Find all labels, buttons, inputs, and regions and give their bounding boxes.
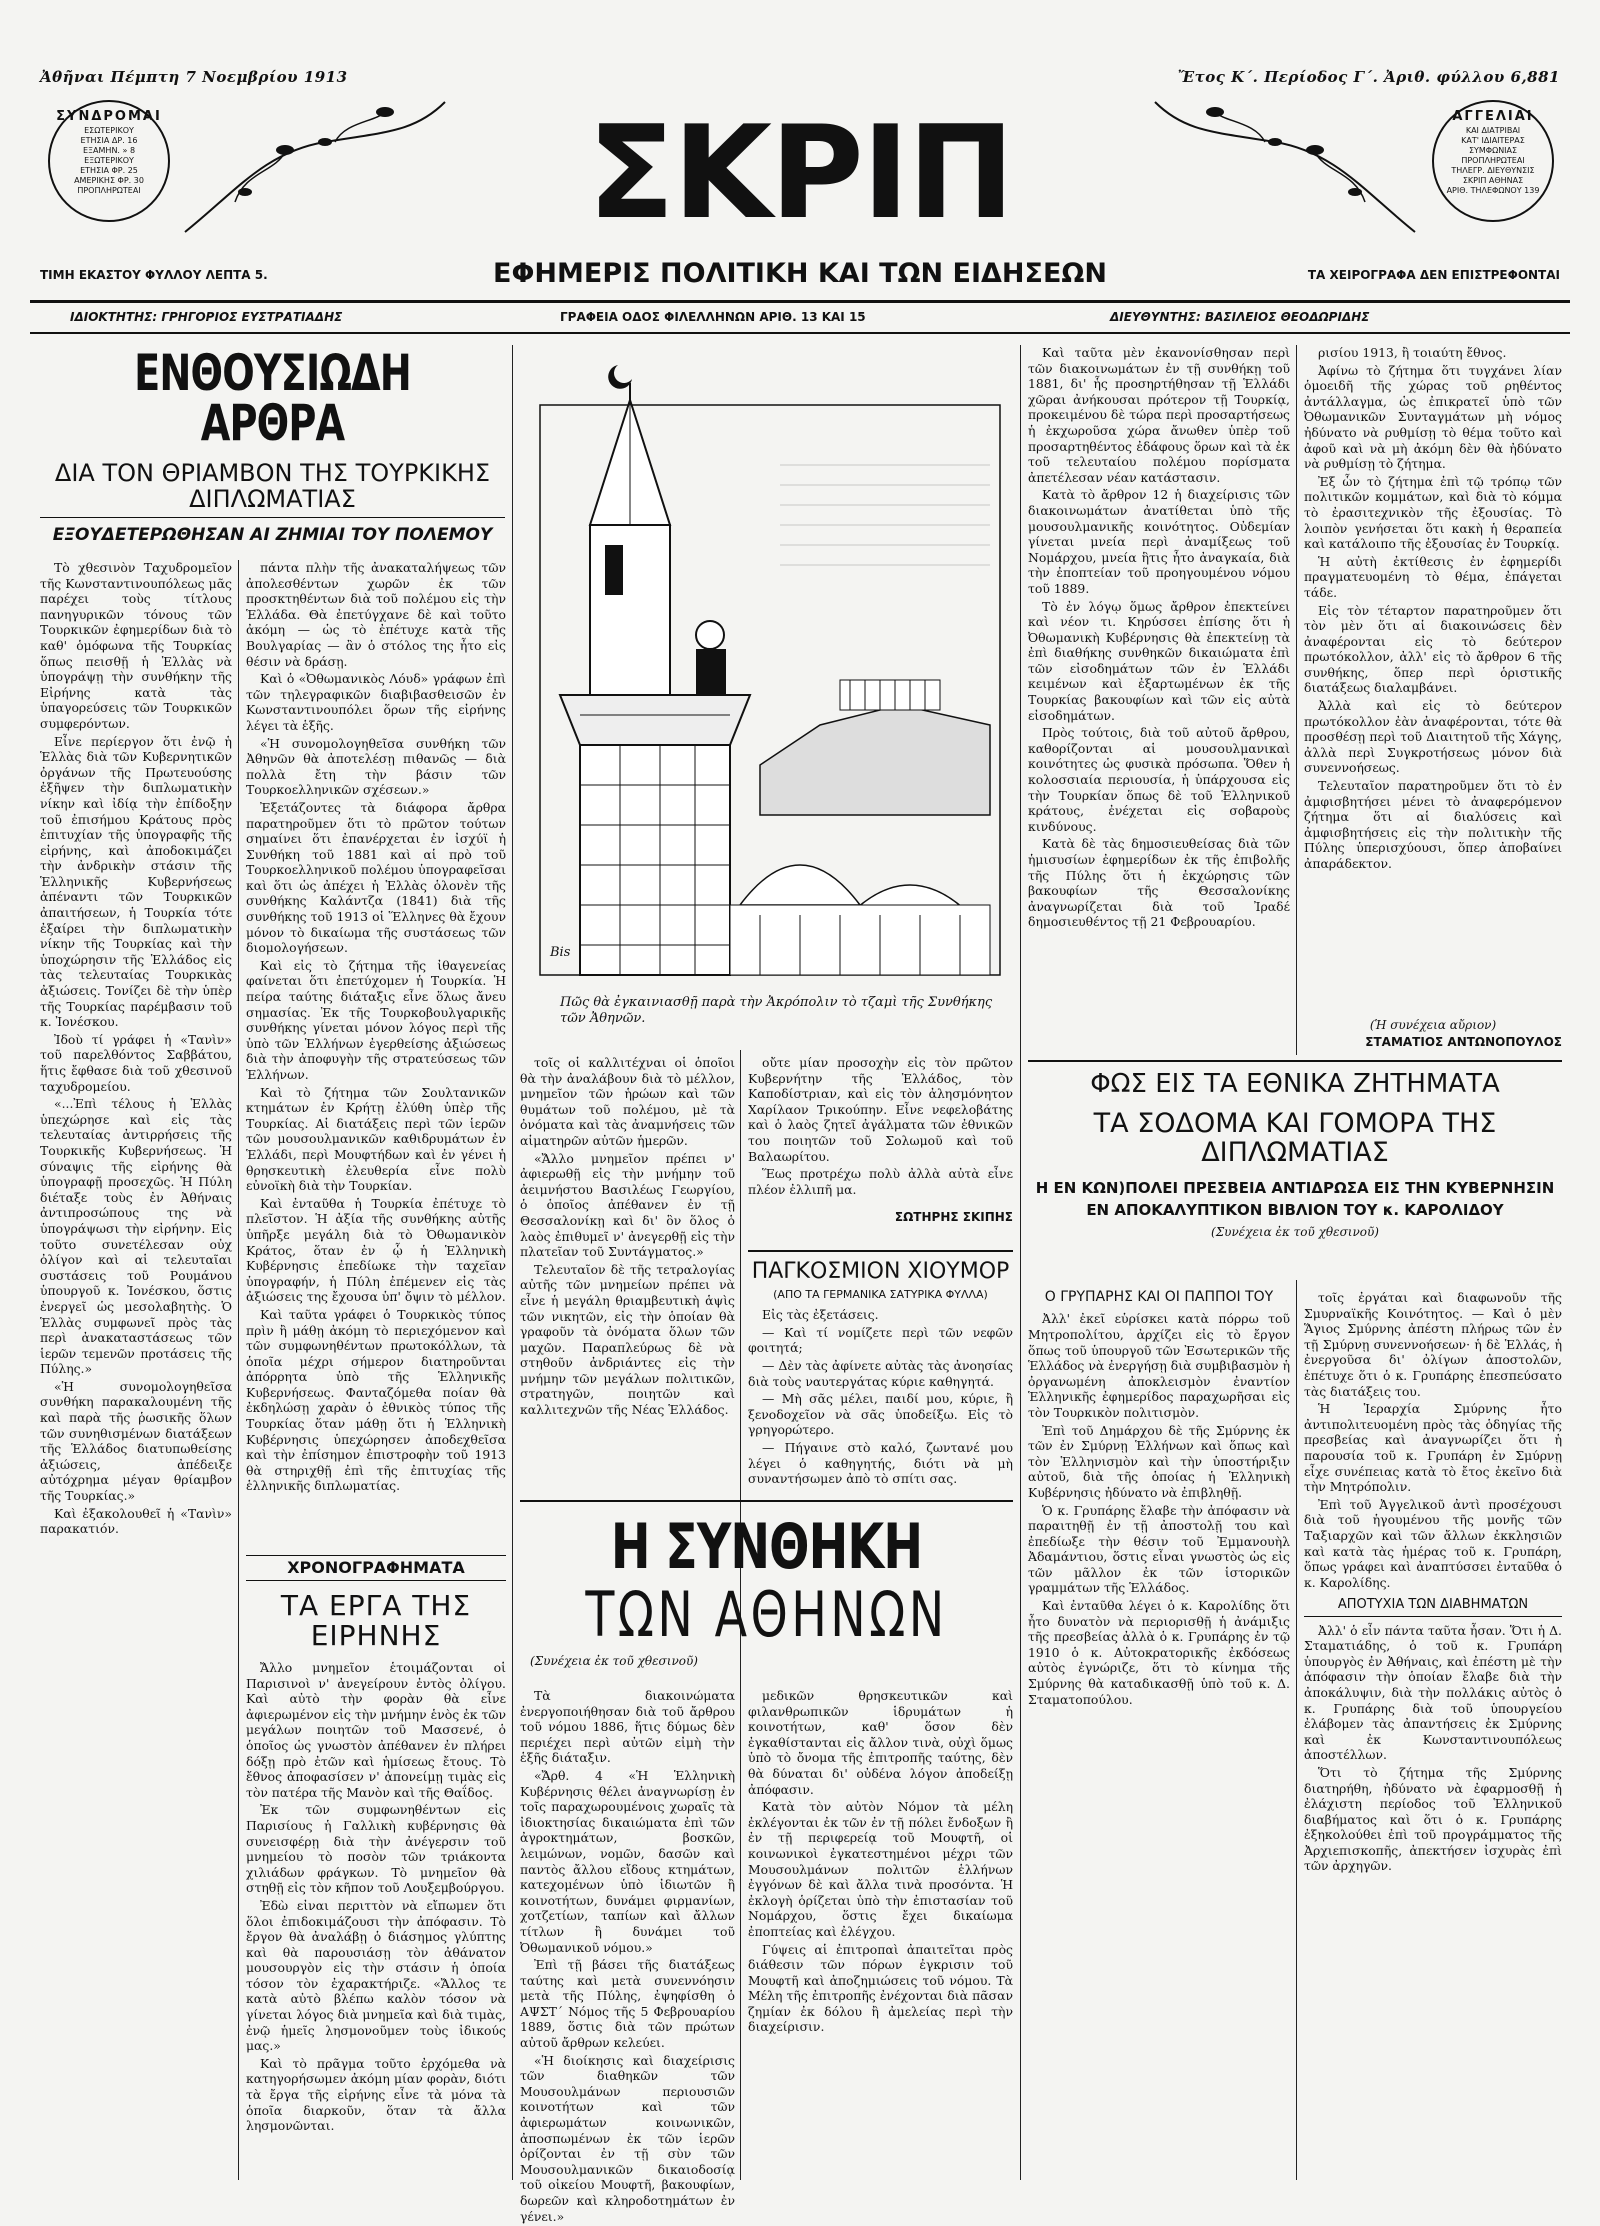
treaty-column bbox=[520, 1688, 735, 2226]
column-rule bbox=[1296, 1280, 1297, 2180]
monument-column-continued bbox=[748, 1055, 1013, 1199]
seal-line: ΤΗΛΕΓΡ. ΔΙΕΥΘΥΝΣΙΣ bbox=[1451, 166, 1535, 175]
paragraph: μεδικῶν θρησκευτικῶν καὶ φιλανθρωπικῶν ἱδρυμάτων ἡ κοινοτήτων, καθ' ὅσον δὲν ἐγκαθίστανται εἰς ἄλλον τινὰ, οὐχὶ ὅμως ὑπὸ τὸ ὄνομα τῆς ἐπιτροπῆς ταύτης, δὲν θὰ δύναται δι' οὐδένα λόγον ἀποδείξῃ ἀπόφασιν. bbox=[748, 1688, 1013, 1797]
section-headline: ΦΩΣ ΕΙΣ ΤΑ ΕΘΝΙΚΑ ΖΗΤΗΜΑΤΑ bbox=[1090, 1069, 1500, 1099]
paragraph: Τὰ διακοινώματα ἐνεργοποιήθησαν διὰ τοῦ ἄρθρου τοῦ νόμου 1886, ἥτις δύμως δὲν περιέχει περὶ αὐτῶν εἰμὴ τὴν ἑξῆς διάταξιν. bbox=[520, 1688, 735, 1766]
seal-line: ΣΚΡΙΠ ΑΘΗΝΑΣ bbox=[1462, 176, 1524, 185]
masthead-title: ΣΚΡΙΠ bbox=[587, 99, 1013, 248]
director-line: ΔΙΕΥΘΥΝΤΗΣ: ΒΑΣΙΛΕΙΟΣ ΘΕΟΔΩΡΙΔΗΣ bbox=[1110, 310, 1370, 324]
paragraph: Ἐξετάζοντες τὰ διάφορα ἄρθρα παρατηροῦμεν ὅτι τὸ πρῶτον τούτων σημαίνει ὅτι ἐπανέρχεται ἐν ἰσχύϊ ἡ Συνθήκη τοῦ 1881 καὶ αἱ πρὸ τοῦ Τουρκοελληνικοῦ πολέμου ὑπογραφεῖσαι καὶ ὅτι ὡς ἀπέχει ἡ Ἑλλὰς ὁλονὲν τῆς συνθήκης Καλάντζα (1841) διὰ τῆς συνθήκης τοῦ 1913 οἱ Ἕλληνες θὰ ἔχουν μόνον τὸ δικαίωμα τῆς συστάσεως τῶν διομολογήσεων. bbox=[246, 799, 506, 956]
treaty-analysis-column bbox=[1304, 345, 1562, 874]
paragraph: τοῖς οἱ καλλιτέχναι οἱ ὁποῖοι θὰ τὴν ἀναλάβουν διὰ τὸ μέλλον, μνημεῖον τῶν ἡρώων καὶ τῶν θυμάτων τοῦ πολέμου, μὲ τὰ ὀνόματα καὶ τὰς ἀναμνήσεις τῶν αἱματηρῶν αὐτῶν ἡμερῶν. bbox=[520, 1055, 735, 1148]
paragraph: Καὶ ἐνταῦθα λέγει ὁ κ. Καρολίδης ὅτι ἦτο δυνατὸν νὰ περιορισθῇ ἡ ἀνάμιξις τῆς πρεσβείας ἀλλὰ ὁ κ. Γρυπάρης ἐν τῷ 1910 ὁ κ. Αὐτοκρατορικῆς ἐκδόσεως αὐτὸς ἐγνώριζε, ὅτι τὸ κίνημα τῆς Σμύρνης θὰ καταδικασθῇ ὑπὸ τοῦ κ. Δ. Σταματοπούλου. bbox=[1028, 1598, 1290, 1707]
paragraph: Ὁ κ. Γρυπάρης ἔλαβε τὴν ἀπόφασιν νὰ παραιτηθῇ ἐν τῇ ἀποστολῇ του καὶ ἐπεδίωξε τὴν θέσιν τοῦ Ἐμμανουὴλ Ἀδαμάντιου, ὅστις εἶναι γνωστὸς ὡς εἰς τῶν μᾶλλον ἐκ τῶν ἱστορικῶν γραμμάτων τῆς Ἑλλάδος. bbox=[1028, 1502, 1290, 1596]
paragraph: Τελευταῖον παρατηροῦμεν ὅτι τὸ ἐν ἀμφισβητήσει μένει τὸ ἀναφερόμενον ζήτημα ὅτι αἱ διαλύσεις καὶ ἀμφισβητήσεις εἰς τὴν πολιτικὴν τῆς Πύλης ὑπερισχύουσι, ὅπερ ἀποβαίνει ἀπαράδεκτον. bbox=[1304, 778, 1562, 871]
article-subhead: ΔΙΑ ΤΟΝ ΘΡΙΑΜΒΟΝ ΤΗΣ ΤΟΥΡΚΙΚΗΣ ΔΙΠΛΩΜΑΤΙΑΣ bbox=[40, 460, 505, 518]
paragraph: Ἐκ τῶν συμφωνηθέντων εἰς Παρισίους ἡ Γαλλικὴ κυβέρνησις θὰ συνεισφέρῃ διὰ τὴν ἀνέγερσιν τοῦ μνημείου τὸ ποσὸν τῶν τριάκοντα χιλιάδων φράγκων. Τὸ μνημεῖον θὰ στηθῇ εἰς τὸν κῆπον τοῦ Λουξεμβούργου. bbox=[246, 1802, 506, 1896]
paragraph: Ἀλλ' ὁ εἶν πάντα ταῦτα ἦσαν. Ὅτι ἡ Δ. Σταματιάδης, ὁ τοῦ κ. Γρυπάρη ὑπουργὸς ἐν Ἀθήναις, καὶ ἐπέστη μὲ τὴν ἀπόφασιν τὴν ὁποίαν ἔλαβε διὰ τὴν ἀποκάλυψιν, διὰ τὴν πολλάκις αὐτὸς ὁ κ. Γρυπάρης διὰ τοῦ ὑπουργείου ἐλάβομεν τὰς ἀπαντήσεις ἐκ Σμύρνης καὶ ἐκ Κωνσταντινουπόλεως ἀποστέλλων. bbox=[1304, 1622, 1562, 1763]
column-rule bbox=[238, 560, 239, 2180]
paragraph: «Ἡ συνομολογηθεῖσα συνθήκη παρακαλουμένη τῆς καὶ παρὰ τῆς ῥωσικῆς ὅλων τῶν συνηθισμένων διατάξεων τῆς Ἑλλάδος διατυπωθείσης ἀξιώσεις, ἀπέδειξε αὐτόχρημα μέγαν θρίαμβον τῆς Τουρκίας.» bbox=[40, 1378, 232, 1504]
treaty-heading bbox=[520, 1500, 1013, 1668]
paragraph: Ἄλλο μνημεῖον ἑτοιμάζονται οἱ Παρισινοὶ ν' ἀνεγείρουν ἐντὸς ὀλίγου. Καὶ αὐτὸ τὴν φορὰν θὰ εἶνε ἀφιερωμένον εἰς τὴν μνήμην ἑνὸς ἐκ τῶν μεγάλων ποιητῶν τοῦ Μασσενέ, ὁ ὁποῖος ὡς γνωστὸν ἀπέθανεν ἐν πλήρει δόξῃ πρὸ ἐτῶν καὶ ἡμίσεως ἔτους. Τὸ ἔθνος ἀποφασίσεν ν' ἀπονείμῃ τιμὰς εἰς τὸν πατέρα τῆς Μανὸν καὶ τῆς Θαΐδος. bbox=[246, 1660, 506, 1800]
article-headline: ΕΝΘΟΥΣΙΩΔΗ ΑΡΘΡΑ bbox=[134, 344, 411, 452]
author-signature: ΣΩΤΗΡΗΣ ΣΚΙΠΗΣ bbox=[894, 1210, 1013, 1224]
chronicle-body bbox=[246, 1660, 506, 2136]
cartoon-caption: Πῶς θὰ ἐγκαινιασθῇ παρὰ τὴν Ἀκρόπολιν τὸ τζαμὶ τῆς Συνθήκης τῶν Ἀθηνῶν. bbox=[560, 995, 993, 1026]
masthead-subtitle: ΕΦΗΜΕΡΙΣ ΠΟΛΙΤΙΚΗ ΚΑΙ ΤΩΝ ΕΙΔΗΣΕΩΝ bbox=[493, 258, 1107, 289]
paragraph: Καὶ ἐνταῦθα ἡ Τουρκία ἐπέτυχε τὸ πλεῖστον. Ἡ ἀξία τῆς συνθήκης αὐτῆς ὑπῆρξε μεγάλη διὰ τὸ Ὀθωμανικὸν Κράτος, ὅταν ἐν ᾧ ἡ Ἑλληνικὴ Κυβέρνησις ἐπεδίωκε τὴν ταχεῖαν ὑπογραφήν, ἡ Πύλη ἐπέμενεν εἰς τὰς ἀξιώσεις της ἔχουσα ὑπ' ὄψιν τὸ μέλλον. bbox=[246, 1195, 506, 1305]
paragraph: Καὶ ταῦτα μὲν ἐκανονίσθησαν περὶ τῶν διακοινωμάτων ἐν τῇ συνθήκῃ τοῦ 1881, δι' ἧς προσηρτήθησαν τῇ Ἑλλάδι χῶραι ἀνήκουσαι πρότερον τῇ Τουρκίᾳ, προκειμένου δὲ τώρα περὶ προσαρτήσεως ἡ ἐκχωροῦσα χώρα ἄνωθεν ὑπὲρ τοῦ προσαρτηθέντος ἐδάφους ὅρων καὶ τὰ ἐκ τοῦ τελευταίου πολέμου πορίσματα ἀπετέλεσαν νέαν κατάστασιν. bbox=[1028, 345, 1290, 485]
paragraph: Εἰς τὸν τέταρτον παρατηροῦμεν ὅτι τὸν μὲν ὅτι αἱ διακοινώσεις δὲν ἀναφέρονται εἰς τὸ δεύτερον πρωτόκολλον, ἀλλ' εἰς τὸ ἄρθρον 6 τῆς συνθήκης, ὅπερ περὶ ὁριστικῆς διατάξεως διαλαμβάνει. bbox=[1304, 602, 1562, 696]
paragraph: Εἰς τὰς ἐξετάσεις. bbox=[762, 1307, 879, 1323]
minaret-cartoon-illustration bbox=[520, 345, 1015, 985]
header-rule bbox=[30, 332, 1570, 334]
seal-title: ΑΓΓΕΛΙΑΙ bbox=[1452, 109, 1534, 124]
paragraph: Ἰδοὺ τί γράφει ἡ «Τανὶν» τοῦ παρελθόντος Σαββάτου, ἥτις ἔφθασε διὰ τοῦ χθεσινοῦ ταχυδρομείου. bbox=[40, 1031, 232, 1094]
paragraph: Ἕως προτρέχω πολὺ ἀλλὰ αὐτὰ εἶνε πλέον ἐλλιπῆ μα. bbox=[748, 1166, 1013, 1197]
paragraph: Ἡ Ἱεραρχία Σμύρνης ἦτο ἀντιπολιτευομένη πρὸς τὰς ὁδηγίας τῆς πρεσβείας καὶ ἀναγνωρίζει ὅτι ἡ παρουσία τοῦ κ. Γρυπάρη ἐν Σμύρνῃ εἶχε συνέπειας κατὰ τὸ ἔτος ἐκεῖνο διὰ τὴν Μητρόπολιν. bbox=[1304, 1401, 1562, 1495]
column-rule bbox=[512, 345, 513, 2180]
advertising-seal bbox=[1432, 100, 1554, 222]
paragraph: πάντα πλὴν τῆς ἀνακαταλήψεως τῶν ἀπολεσθέντων χωρῶν ἐκ τῶν προσκτηθέντων διὰ τοῦ πολέμου εἰς τὴν Ἑλλάδα. Θὰ ἐπετύγχανε δὲ καὶ τοῦτο ἀκόμη — ὡς τὸ ἐπέτυχε κατὰ τῆς Βουλγαρίας — ἂν ὁ στόλος της ἦτο εἰς θέσιν νὰ δράσῃ. bbox=[246, 560, 506, 669]
paragraph: — Καὶ τί νομίζετε περὶ τῶν νεφῶν φοιτητά; bbox=[748, 1324, 1013, 1356]
paragraph: ρισίου 1913, ἢ τοιαύτη ἔθνος. bbox=[1318, 345, 1507, 360]
vine-ornament-left bbox=[175, 92, 455, 242]
cartoon-signature: Bis bbox=[550, 945, 571, 960]
paragraph: Καὶ ὁ «Ὀθωμανικὸς Λόυδ» γράφων ἐπὶ τῶν τηλεγραφικῶν διαβιβασθεισῶν ἐν Κωνσταντινουπόλει ὅρων τῆς εἰρήνης λέγει τὰ ἑξῆς. bbox=[246, 671, 506, 733]
header-rule bbox=[30, 300, 1570, 303]
seal-line: ΕΤΗΣΙΑ ΦΡ. 25 bbox=[80, 166, 138, 175]
paragraph: Ἐπὶ τοῦ Ἀγγελικοῦ ἀντὶ προσέχουσι διὰ τοῦ ἡγουμένου τῆς μονῆς τῶν Ταξιαρχῶν καὶ τῶν ἄλλων ἐκκλησιῶν καὶ κατὰ τὰς ἡμέρας τοῦ κ. Γρυπάρη, ὅπως γράφει καὶ ἀναπτύσσει ἐνταῦθα ὁ κ. Καρολίδης. bbox=[1304, 1496, 1562, 1590]
paragraph: Ἐπὶ τοῦ Δημάρχου δὲ τῆς Σμύρνης ἐκ τῶν ἐν Σμύρνῃ Ἑλλήνων καὶ ὅπως καὶ τὸν Ἑλληνισμὸν καὶ τὴν ὑποστήριξιν αὐτοῦ, διὰ τῆς ὁποίας ἡ Ἑλληνικὴ Κυβέρνησις ἠδύνατο νὰ ἐπιβληθῇ. bbox=[1028, 1422, 1290, 1500]
section-subhead: Η ΕΝ ΚΩΝ)ΠΟΛΕΙ ΠΡΕΣΒΕΙΑ ΑΝΤΙΔΡΩΣΑ ΕΙΣ ΤΗΝ ΚΥΒΕΡΝΗΣΙΝ bbox=[1035, 1178, 1555, 1197]
dateline: Ἀθῆναι Πέμπτη 7 Νοεμβρίου 1913 bbox=[40, 68, 348, 86]
national-issues-column bbox=[1304, 1290, 1562, 1876]
paragraph: Ἡ αὐτὴ ἐκτίθεσις ἐν ἐφημερίδι πραγματευομένη τὸ θέμα, ἐπάγεται τάδε. bbox=[1304, 553, 1562, 600]
article-column bbox=[246, 560, 506, 1496]
seal-line: ΣΥΜΦΩΝΙΑΣ bbox=[1468, 146, 1518, 155]
humor-headline: ΠΑΓΚΟΣΜΙΟΝ ΧΙΟΥΜΟΡ bbox=[751, 1259, 1010, 1284]
paragraph: οὔτε μίαν προσοχὴν εἰς τὸν πρῶτον Κυβερνήτην τῆς Ἑλλάδος, τὸν Καποδίστριαν, καὶ εἰς τὸν ἀλησμόνητον Χαρίλαον Τρικούπην. Εἶνε νεφελοβάτης καὶ ὁ λαὸς ζητεῖ ἀγάλματα τῶν ἐθνικῶν του ποιητῶν τοῦ Σολωμοῦ καὶ τοῦ Βαλαωρίτου. bbox=[748, 1055, 1013, 1164]
chronicle-headline: ΤΑ ΕΡΓΑ ΤΗΣ ΕΙΡΗΝΗΣ bbox=[280, 1588, 472, 1653]
paragraph: Ἀλλ' ἐκεῖ εὑρίσκει κατὰ πόρρω τοῦ Μητροπολίτου, ἀρχίζει εἰς τὸ ἔργον ὅπως τοῦ ὑπουργοῦ τῶν Ἐσωτερικῶν τῆς Ἑλλάδος νὰ ἐνεργήσῃ διὰ συμβιβασμὸν ἡ ὀργανωμένη ἀποκλεισμὸν ἐναντίον Ἑλληνικῆς ἐφημερίδος παραχωρῆσαι εἰς τὸν Τουρκικὸν πολιτισμὸν. bbox=[1028, 1311, 1290, 1420]
paragraph: Τὸ ἐν λόγῳ ὅμως ἄρθρον ἐπεκτείνει καὶ νέον τι. Κηρύσσει ἐπίσης ὅτι ἡ Ὀθωμανικὴ Κυβέρνησις θὰ ἐπεκτείνῃ τὰ ἐπὶ διαθήκης συνθηκῶν δικαιώματα ἐπὶ τῶν εἰσοδημάτων τῶν ἐν Ἑλλάδι κειμένων καὶ ἐξαρτωμένων ἐκ τῆς Τουρκίας βακουφίων καὶ τῶν εἰς αὐτὰ εἰσοδημάτων. bbox=[1028, 598, 1290, 723]
treaty-column bbox=[748, 1688, 1013, 2037]
paragraph: Κατὰ τὸ ἄρθρον 12 ἡ διαχείρισις τῶν διακοινωμάτων ἀνατίθεται ὑπὸ τῆς μουσουλμανικῆς κοινότητος. Οὐδεμίαν γίνεται μνεία περὶ ἀναμίξεως τοῦ Νομάρχου, μνεία ἣτις ἦτο ἀναγκαία, διὰ τὴν ἐποπτείαν τοῦ προηγουμένου νόμου τοῦ 1889. bbox=[1028, 487, 1290, 596]
section-headline: ΤΑ ΣΟΔΟΜΑ ΚΑΙ ΓΟΜΟΡΑ ΤΗΣ ΔΙΠΛΩΜΑΤΙΑΣ bbox=[1093, 1107, 1497, 1169]
paragraph: Ἀφίνω τὸ ζήτημα ὅτι τυγχάνει λίαν ὁμοειδῆ τῆς χώρας τοῦ ρηθέντος ἀντάλλαγμα, ὡς ἐπικρατεῖ ὑπὸ τῶν Ὀθωμανικῶν Συνταγμάτων μὴ νόμος ἠδύνατο νὰ ρυθμίσῃ τὸ θέμα τοῦτο καὶ ἀφοῦ καὶ νὰ μὴ ἀκόμη δὲν θὰ ἠδύνατο νὰ ρυθμίσῃ τὸ ζήτημα. bbox=[1304, 362, 1562, 472]
seal-line: ΠΡΟΠΛΗΡΩΤΕΑΙ bbox=[77, 186, 141, 195]
paragraph: — Μὴ σᾶς μέλει, παιδί μου, κύριε, ἢ ξενοδοχεῖον νὰ σᾶς ὑποδείξω. Εἰς τὸ γρηγορώτερο. bbox=[748, 1391, 1013, 1438]
seal-title: ΣΥΝΔΡΟΜΑΙ bbox=[56, 109, 162, 124]
continuation-note: (Ἡ συνέχεια αὔριον) bbox=[1369, 1018, 1497, 1032]
seal-line: ΚΑΤ' ΙΔΙΑΙΤΕΡΑΣ bbox=[1461, 136, 1525, 145]
seal-line: ΕΣΩΤΕΡΙΚΟΥ bbox=[84, 126, 134, 135]
seal-line: ΕΞΑΜΗΝ. » 8 bbox=[82, 146, 136, 155]
seal-line: ΕΤΗΣΙΑ ΔΡ. 16 bbox=[80, 136, 138, 145]
paragraph: Ἐξ ὧν τὸ ζήτημα ἐπὶ τῷ τρόπῳ τῶν πολιτικῶν κομμάτων, καὶ διὰ τὸ κόμμα τὸ ἐρασιτεχνικὸν τῆς ἐξουσίας. Τὸ λοιπὸν γενήσεται ὅτι κακὴ ἡ θεραπεία καὶ κατάλοιπο τῆς ἐξουσίας ἐν Τουρκίᾳ. bbox=[1304, 473, 1562, 552]
paragraph: «Ἡ διοίκησις καὶ διαχείρισις τῶν διαθηκῶν τῶν Μουσουλμάνων περιουσιῶν κοινοτήτων καὶ τῶν ἀφιερωμάτων κοινωνικῶν, ἀποσπωμένων ἐκ τῶν ἱερῶν ὀρίζονται ἐν τῇ σὺν τῶν Μουσουλμανικῶν δικαιοδοσίᾳ τοῦ οἰκείου Μουφτῆ, βακουφίων, δωρεῶν καὶ κληροδοτημάτων ἐν γένει.» bbox=[520, 2052, 735, 2224]
paragraph: Τελευταῖον δὲ τῆς τετραλογίας αὐτῆς τῶν μνημείων πρέπει νὰ εἶνε ἡ μεγάλη θριαμβευτικὴ ἁψὶς τῶν νικητῶν, εἰς τὴν ὁποίαν θὰ γραφοῦν τὰ ὀνόματα ὅλων τῶν μαχῶν. Παραπλεύρως δὲ νὰ στηθοῦν ἀνδριάντες εἰς τὴν μνήμην τῶν μεγάλων πολιτικῶν, στρατηγῶν, ποιητῶν καὶ καλλιτεχνῶν τῆς Νέας Ἑλλάδος. bbox=[520, 1261, 735, 1418]
humor-subhead: (ΑΠΟ ΤΑ ΓΕΡΜΑΝΙΚΑ ΣΑΤΥΡΙΚΑ ΦΥΛΛΑ) bbox=[773, 1288, 988, 1302]
paragraph: Ἀλλὰ καὶ εἰς τὸ δεύτερον πρωτόκολλον ἐὰν ἀναφέρονται, τότε θὰ προσθέσῃ περὶ τοῦ Διαιτητοῦ τῆς Χάγης, ἀλλὰ περὶ Συγκροτήσεως μόνον διὰ συνεννοήσεως. bbox=[1304, 698, 1562, 776]
section-subhead: ΕΝ ΑΠΟΚΑΛΥΠΤΙΚΟΝ ΒΙΒΛΙΟΝ ΤΟΥ κ. ΚΑΡΟΛΙΔΟΥ bbox=[1086, 1201, 1504, 1220]
seal-line: ΚΑΙ ΔΙΑΤΡΙΒΑΙ bbox=[1465, 126, 1521, 135]
national-issues-column bbox=[1028, 1290, 1290, 1709]
seal-line: ΑΜΕΡΙΚΗΣ ΦΡ. 30 bbox=[74, 176, 144, 185]
seal-line: ΑΡΙΘ. ΤΗΛΕΦΩΝΟΥ 139 bbox=[1446, 186, 1540, 195]
paragraph: Κατὰ δὲ τὰς δημοσιευθείσας διὰ τῶν ἡμισυσίων ἐφημερίδων ἐκ τῆς ἐπιβολῆς τῆς Πύλης ὅτι ἡ ἐκχώρησις τῶν βακουφίων τῆς Θεσσαλονίκης ἀναγνωρίζεται διὰ τοῦ Ἰραδέ δημοσιευθέντος τῇ 21 Φεβρουαρίου. bbox=[1028, 836, 1290, 930]
paragraph: Τὸ χθεσινὸν Ταχυδρομεῖον τῆς Κωνσταντινουπόλεως μᾶς παρέχει τοὺς τίτλους πανηγυρικῶν τόνους τῶν Τουρκικῶν ἐφημερίδων διὰ τὸ καθ' ὁμόφωνα τῆς Τουρκίας ὅπως πεισθῇ ἡ Ἑλλὰς νὰ ὑπογράψῃ τὴν συνθήκην τῆς Εἰρήνης κατὰ τὰς ὑπαγορεύσεις τῶν Τουρκικῶν συμφερόντων. bbox=[40, 560, 232, 731]
paragraph: Καὶ ταῦτα γράφει ὁ Τουρκικὸς τύπος πρὶν ἢ μάθῃ ἀκόμη τὸ περιεχόμενον καὶ τῶν συμφωνηθέντων πρωτοκόλλων, τὰ ὁποῖα μέχρι σήμερον διατηροῦνται ἀπόρρητα ὑπὸ τῆς Ἑλληνικῆς Κυβερνήσεως. Φανταζόμεθα ποίαν θὰ ἐκδηλώσῃ χαρὰν ὁ ἐθνικὸς τύπος τῆς Τουρκίας ὅταν μάθῃ ὅτι ἡ Ἑλληνικὴ Κυβέρνησις ὑπεχώρησεν ἀποδεχθεῖσα καὶ τὴν ἐπίσημον ἐπιστροφὴν τοῦ 1913 θὰ στηριχθῇ ἐπὶ τῆς ἐπιτυχίας τῆς ἑλληνικῆς διπλωματίας. bbox=[246, 1306, 506, 1494]
author-signature: ΣΤΑΜΑΤΙΟΣ ΑΝΤΩΝΟΠΟΥΛΟΣ bbox=[1365, 1035, 1562, 1049]
column-rule bbox=[1020, 345, 1021, 2180]
article-enthusiastic bbox=[40, 344, 505, 545]
paragraph: Εἶνε περίεργον ὅτι ἐνῷ ἡ Ἑλλὰς διὰ τῶν Κυβερνητικῶν ὀργάνων τῆς Πρωτευούσης ἐξῆψεν τὴν διπλωματικὴν νίκην καὶ ἰδίᾳ τὴν ἐπίδοξην τοῦ ἐπισήμου Κράτους πρὸς ἐπιτυχίαν τῆς ὑπογραφῆς τῆς εἰρήνης, καὶ ἀποδοκιμάζει τὴν ἀνδρικὴν στάσιν τῆς Ἑλληνικῆς Κυβερνήσεως ἀπέναντι τῶν Τουρκικῶν ἀπαιτήσεων, ἡ Τουρκία τότε ἐξαίρει τὴν διπλωματικὴν νίκην τῆς Τουρκίας καὶ τὴν ὑποχώρησιν τῆς Ἑλλάδος εἰς τὰς τελευταίας Τουρκικὰς ἀξιώσεις. Τονίζει δὲ τὴν ὑπὲρ τῆς Τουρκίας παρέμβασιν τοῦ κ. Ἰονέσκου. bbox=[40, 733, 232, 1030]
paragraph: Γύψεις αἱ ἐπιτροπαὶ ἀπαιτεῖται πρὸς διάθεσιν τῶν πόρων ἐγκρισιν τοῦ Μουφτῆ καὶ ἀποζημιώσεις τοῦ νόμου. Τὰ Μέλη τῆς ἐπιτροπῆς ἐνέχονται διὰ πᾶσαν ζημίαν ἐκ δόλου ἢ ἀμελείας περὶ τὴν διαχείρισιν. bbox=[748, 1941, 1013, 2035]
article-column bbox=[40, 560, 232, 1539]
national-issues-heading bbox=[1028, 1060, 1562, 1239]
paragraph: Ὅτι τὸ ζήτημα τῆς Σμύρνης διατηρήθη, ἠδύνατο νὰ ἐφαρμοσθῇ ἡ ἐλάχιστη περίοδος τοῦ Ἑλληνικοῦ διαβήματος καὶ ὅτι ὁ κ. Γρυπάρης ἐξηκολούθει ἐπὶ τοῦ προγράμματος τῆς Ἀρχιεπισκοπῆς, ἀπεκτήσεν ἰσχυρὰς ἐπὶ τῶν ἀρχηγῶν. bbox=[1304, 1764, 1562, 1874]
paragraph: «Ἄλλο μνημεῖον πρέπει ν' ἀφιερωθῇ εἰς τὴν μνήμην τοῦ ἀειμνήστου Βασιλέως Γεωργίου, ὁ ὁποῖος ἀπέθανεν ἐν τῇ Θεσσαλονίκῃ καὶ δι' ὃν ὅλος ὁ λαὸς ἐπιθυμεῖ ν' ἀνεγερθῇ εἰς τὴν πλατεῖαν τοῦ Συντάγματος.» bbox=[520, 1150, 735, 1260]
paragraph: «...Ἐπὶ τέλους ἡ Ἑλλὰς ὑπεχώρησε καὶ εἰς τὰς τελευταίας ἀντιρρήσεις τῆς Τουρκικῆς Κυβερνήσεως. Ἡ σύναψις τῆς εἰρήνης θὰ ὑπογραφῇ προσεχῶς. Ἡ Πύλη διέταξε τοὺς ἐν Ἀθήναις ἀντιπροσώπους της νὰ ὑπογράψωσι τὴν εἰρήνην. Εἰς τοῦτο συνετέλεσαν οὐχ ὀλίγον καὶ αἱ τελευταῖαι συστάσεις τοῦ Ρουμάνου ὑπουργοῦ κ. Ἰονέσκου, ὅστις ἐνεργεῖ ὡς μεσολαβητὴς. Ὁ Ἑλλὰς συμφωνεῖ πρὸς τὰς περὶ ἀνακαταστάσεως τῶν ἱερῶν τεμενῶν προτάσεις τῆς Πύλης.» bbox=[40, 1096, 232, 1377]
manuscripts-notice: ΤΑ ΧΕΙΡΟΓΡΑΦΑ ΔΕΝ ΕΠΙΣΤΡΕΦΟΝΤΑΙ bbox=[1307, 268, 1560, 282]
offices-line: ΓΡΑΦΕΙΑ ΟΔΟΣ ΦΙΛΕΛΛΗΝΩΝ ΑΡΙΘ. 13 ΚΑΙ 15 bbox=[560, 310, 866, 324]
paragraph: Καὶ ἐξακολουθεῖ ἡ «Τανὶν» παρακατιόν. bbox=[40, 1505, 232, 1537]
owner-line: ΙΔΙΟΚΤΗΤΗΣ: ΓΡΗΓΟΡΙΟΣ ΕΥΣΤΡΑΤΙΑΔΗΣ bbox=[70, 310, 343, 324]
column-rule bbox=[1296, 345, 1297, 1055]
issue-line: Ἔτος Κ΄. Περίοδος Γ΄. Ἀριθ. φύλλου 6,881 bbox=[1177, 68, 1560, 86]
humor-section bbox=[748, 1250, 1013, 1489]
subscription-seal bbox=[48, 100, 170, 222]
paragraph: «Ἡ συνομολογηθεῖσα συνθήκη τῶν Ἀθηνῶν θὰ ἀποτελέσῃ πιθανῶς — διὰ πολλὰ ἔτη τὴν βάσιν τῶν Τουρκοελληνικῶν σχέσεων.» bbox=[246, 735, 506, 798]
paragraph: Καὶ εἰς τὸ ζήτημα τῆς ἰθαγενείας φαίνεται ὅτι ἐπετύχομεν ἡ Τουρκία. Ἡ πείρα ταύτης διάταξις εἶνε ὅλως ἄνευ σημασίας. Ἐκ τῆς Τουρκοβουλγαρικῆς συνθήκης γίνεται μόνον λόγος περὶ τῆς ὑπὸ τῶν Ἑλλήνων ἐγερθείσης ἀξιώσεως διὰ τὴν ἀποφυγὴν τῆς στρατεύσεως τῶν Ἑλλήνων. bbox=[246, 957, 506, 1082]
continuation-note: (Συνέχεια ἐκ τοῦ χθεσινοῦ) bbox=[1211, 1224, 1379, 1239]
column-subhead: ΑΠΟΤΥΧΙΑ ΤΩΝ ΔΙΑΒΗΜΑΤΩΝ bbox=[1304, 1598, 1562, 1616]
seal-line: ΕΞΩΤΕΡΙΚΟΥ bbox=[84, 156, 134, 165]
price-label: ΤΙΜΗ ΕΚΑΣΤΟΥ ΦΥΛΛΟΥ ΛΕΠΤΑ 5. bbox=[40, 268, 268, 282]
paragraph: τοῖς ἐργάται καὶ διαφωνοῦν τῆς Σμυρναϊκῆς Κοινότητος. — Καὶ ὁ μὲν Ἅγιος Σμύρνης ἀπέστη πλήρως τῶν ἐν τῇ Σμύρνῃ συνεννοήσεων· ἡ δὲ Ἑλλάς, ἡ ἐνεργοῦσα δι' ὀλίγων ἀποστολῶν, ἐπέτυχε ὅτι ὁ κ. Γρυπάρης ἐπεσπεύσατο τὰς διατάξεις του. bbox=[1304, 1290, 1562, 1399]
treaty-headline: Η ΣΥΝΘΗΚΗ bbox=[610, 1510, 923, 1583]
cartoon-frame bbox=[520, 345, 1015, 1045]
continuation-note: (Συνέχεια ἐκ τοῦ χθεσινοῦ) bbox=[530, 1654, 698, 1668]
paragraph: Ἐπὶ τῇ βάσει τῆς διατάξεως ταύτης καὶ μετὰ συνεννόησιν μετὰ τῆς Πύλης, ἐψηφίσθη ὁ ΑΨΣΤ΄ Νόμος τῆς 5 Φεβρουαρίου 1889, ὅστις διὰ τῶν πρώτων αὐτοῦ ἄρθρων κελεύει. bbox=[520, 1957, 735, 2051]
paragraph: Πρὸς τούτοις, διὰ τοῦ αὐτοῦ ἄρθρου, καθορίζονται αἱ μουσουλμανικαὶ κοινότητες ὡς φυσικὰ πρόσωπα. Ὅθεν ἡ κολοσσιαία περιουσία, ἡ ὑπάρχουσα εἰς τὴν Τουρκίαν ὅπως δὲ τοῦ Ἑλληνικοῦ κράτους, ἐνέχεται εἰς σοβαροὺς κινδύνους. bbox=[1028, 725, 1290, 834]
paragraph: — Πήγαινε στὸ καλό, ζωντανέ μου λέγει ὁ καθηγητής, διότι νὰ μὴ συναντήσωμεν ἀπὸ τὸ σπίτι σας. bbox=[748, 1439, 1013, 1487]
treaty-headline: ΤΩΝ ΑΘΗΝΩΝ bbox=[585, 1578, 948, 1651]
treaty-analysis-column bbox=[1028, 345, 1290, 932]
paragraph: Κατὰ τὸν αὐτὸν Νόμον τὰ μέλη ἐκλέγονται ἐκ τῶν ἐν τῇ πόλει ἔνδοξων ἢ ἐν τῇ περιφερείᾳ τοῦ Μουφτῆ, οἱ κοινωνικοὶ ἐγκατεστημένοι μέχρι τῶν Μουσουλμάνων πολιτῶν ἑλλήνων ἐγγόνων δὲ καὶ ἄλλα τινὰ προσόντα. Ἡ ἐκλογὴ ὁρίζεται ὑπὸ τὴν ἐπιστασίαν τοῦ Νομάρχου, ὅστις ἔχει δικαίωμα ἐποπτείας καὶ ἐλέγχου. bbox=[748, 1799, 1013, 1939]
seal-line: ΠΡΟΠΛΗΡΩΤΕΑΙ bbox=[1461, 156, 1525, 165]
article-subhead: ΕΞΟΥΔΕΤΕΡΩΘΗΣΑΝ ΑΙ ΖΗΜΙΑΙ ΤΟΥ ΠΟΛΕΜΟΥ bbox=[52, 524, 493, 545]
paragraph: — Δὲν τὰς ἀφίνετε αὐτὰς τὰς ἀνοησίας διὰ τοὺς ναυτεργάτας κύριε καθηγητά. bbox=[748, 1357, 1013, 1389]
paragraph: Καὶ τὸ πρᾶγμα τοῦτο ἐρχόμεθα νὰ κατηγορήσωμεν ἀκόμη μίαν φορὰν, διότι τὰ ἔργα τῆς εἰρήνης εἶνε τὰ μόνα τὰ ὁποῖα διαρκοῦν, ὅταν τὰ ἄλλα λησμονῶνται. bbox=[246, 2055, 506, 2134]
paragraph: Ἐδὼ εἰναι περιττὸν νὰ εἴπωμεν ὅτι ὅλοι ἐπιδοκιμάζουσι τὴν ἀπόφασιν. Τὸ ἔργον θὰ ἀναλάβῃ ὁ διάσημος γλύπτης καὶ θὰ παρουσιάσῃ τὸν ἀθάνατον μουσουργὸν εἰς τὴν στάσιν ἡ ὁποία τόσον τὸν ἐχαρακτήριζε. «Ἄλλος τε κατὰ αὐτὸ βλέπω καλὸν τόσον νὰ γίνεται λόγος διὰ μνημεῖα καὶ διὰ τιμὰς, ἐνῷ ἡμεῖς λησμονοῦμεν τοὺς ἰδικούς μας.» bbox=[246, 1897, 506, 2054]
column-subhead: Ο ΓΡΥΠΑΡΗΣ ΚΑΙ ΟΙ ΠΑΠΠΟΙ ΤΟΥ bbox=[1044, 1289, 1274, 1305]
paragraph: «Ἄρθ. 4 «Ἡ Ἑλληνικὴ Κυβέρνησις θέλει ἀναγνωρίσῃ ἐν τοῖς παραχωρουμένοις χωραῖς τὰ ἰδιοκτησίας δικαιώματα ἐπὶ τῶν ἀγροκτημάτων, βοσκῶν, λειμώνων, νομῶν, δασῶν καὶ παντὸς ἄλλου εἴδους κτημάτων, κατεχομένων ὑπὸ ἰδιωτῶν ἢ κοινοτήτων, δυνάμει φιρμανίων, χοτζετίων, ταπίων καὶ ἄλλων τίτλων ἢ δυνάμει τοῦ Ὀθωμανικοῦ νόμου.» bbox=[520, 1767, 735, 1955]
paragraph: Καὶ τὸ ζήτημα τῶν Σουλτανικῶν κτημάτων ἐν Κρήτῃ ἐλύθη ὑπὲρ τῆς Τουρκίας. Αἱ διατάξεις περὶ τῶν ἱερῶν τῶν μουσουλμανικῶν καθιδρυμάτων ἐν Ἑλλάδι, περὶ Μουφτήδων καὶ ἐν γένει ἡ θρησκευτικὴ ἐλευθερία εἶνε πολὺ εὐνοϊκὴ διὰ τὴν Τουρκίαν. bbox=[246, 1084, 506, 1194]
monument-column bbox=[520, 1055, 735, 1420]
vine-ornament-right bbox=[1145, 92, 1425, 242]
chronicle-kicker: ΧΡΟΝΟΓΡΑΦΗΜΑΤΑ bbox=[246, 1555, 506, 1581]
chronicle-heading bbox=[246, 1555, 506, 1652]
